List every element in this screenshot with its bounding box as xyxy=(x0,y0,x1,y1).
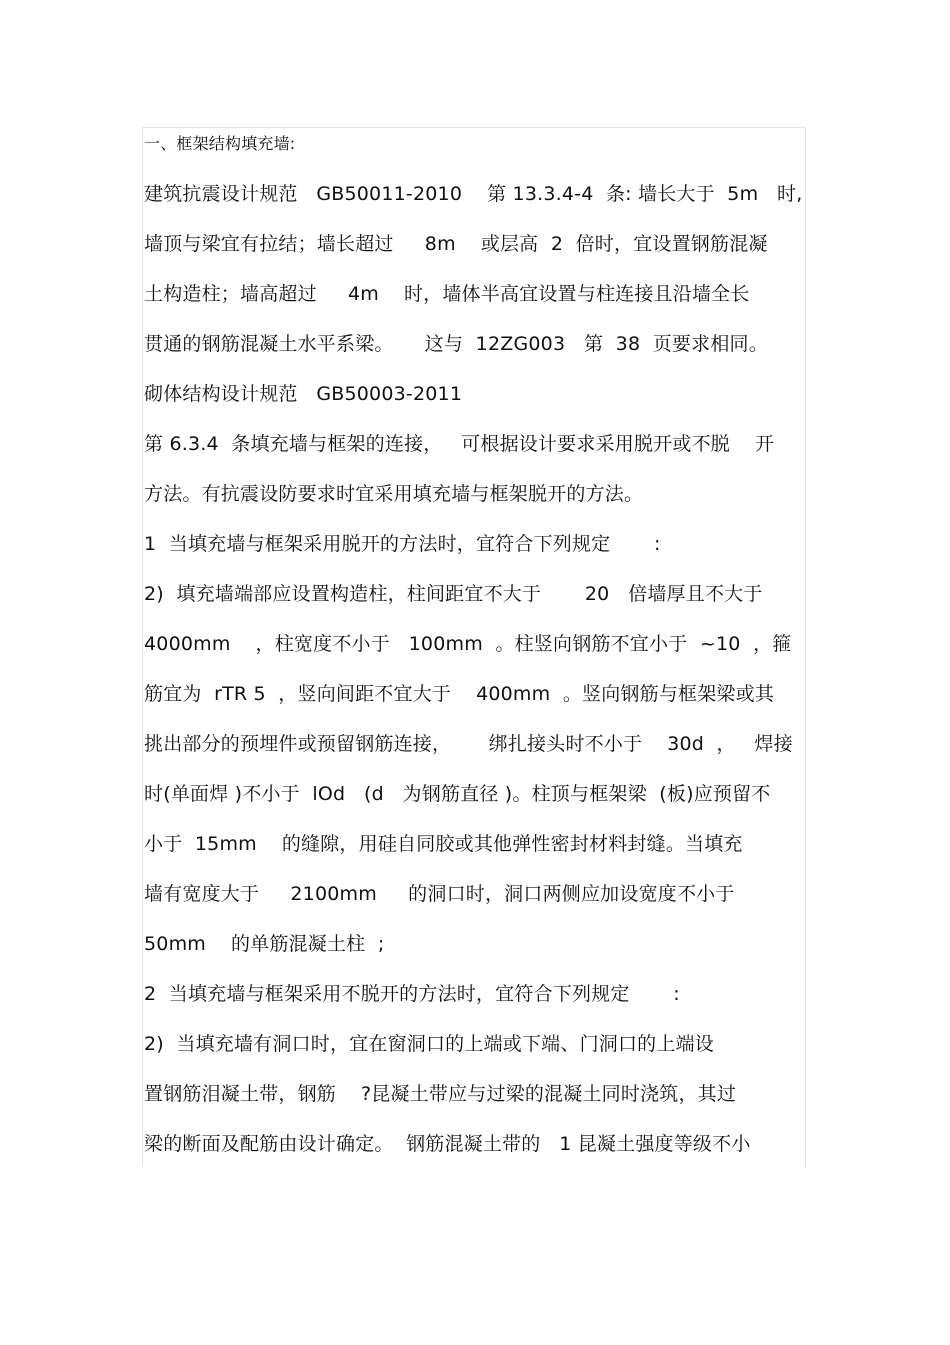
text-line-5: 砌体结构设计规范 GB50003-2011 xyxy=(144,383,463,405)
text-line-4: 贯通的钢筋混凝土水平系梁。 这与 12ZG003 第 38 页要求相同。 xyxy=(144,333,768,355)
text-line-6: 第 6.3.4 条填充墙与框架的连接， 可根据设计要求采用脱开或不脱 开 xyxy=(144,433,775,455)
text-line-3: 土构造柱；墙高超过 4m 时，墙体半高宜设置与柱连接且沿墙全长 xyxy=(144,283,750,305)
text-line-13: 时(单面焊 )不小于 lOd (d 为钢筋直径 )。柱顶与框架梁 (板)应预留不 xyxy=(144,783,771,805)
text-line-12: 挑出部分的预埋件或预留钢筋连接， 绑扎接头时不小于 30d ， 焊接 xyxy=(144,733,793,755)
text-line-20: 梁的断面及配筋由设计确定。 钢筋混凝土带的 1 昆凝土强度等级不小 xyxy=(144,1133,751,1155)
text-line-15: 墙有宽度大于 2100mm 的洞口时，洞口两侧应加设宽度不小于 xyxy=(144,883,735,905)
text-line-17: 2 当填充墙与框架采用不脱开的方法时，宜符合下列规定 : xyxy=(144,983,680,1005)
text-line-1: 建筑抗震设计规范 GB50011-2010 第 13.3.4-4 条: 墙长大于 5m 时, xyxy=(144,183,803,205)
text-line-9: 2) 填充墙端部应设置构造柱，柱间距宜不大于 20 倍墙厚且不大于 xyxy=(144,583,763,605)
text-line-8: 1 当填充墙与框架采用脱开的方法时，宜符合下列规定 : xyxy=(144,533,661,555)
text-line-7: 方法。有抗震设防要求时宜采用填充墙与框架脱开的方法。 xyxy=(144,483,644,505)
text-line-11: 筋宜为 rTR 5 ，竖向间距不宜大于 400mm 。竖向钢筋与框架梁或其 xyxy=(144,683,775,705)
section-heading: 一、框架结构填充墙: xyxy=(144,134,296,153)
text-line-14: 小于 15mm 的缝隙，用硅自同胶或其他弹性密封材料封缝。当填充 xyxy=(144,833,743,855)
text-line-19: 置钢筋泪凝土带，钢筋 ?昆凝土带应与过梁的混凝土同时浇筑，其过 xyxy=(144,1083,737,1105)
text-line-16: 50mm 的单筋混凝土柱 ; xyxy=(144,933,385,955)
text-line-2: 墙顶与梁宜有拉结；墙长超过 8m 或层高 2 倍时，宜设置钢筋混凝 xyxy=(144,233,768,255)
text-line-10: 4000mm ，柱宽度不小于 100mm 。柱竖向钢筋不宜小于 ~10 ，箍 xyxy=(144,633,792,655)
text-line-18: 2) 当填充墙有洞口时，宜在窗洞口的上端或下端、门洞口的上端设 xyxy=(144,1033,714,1055)
